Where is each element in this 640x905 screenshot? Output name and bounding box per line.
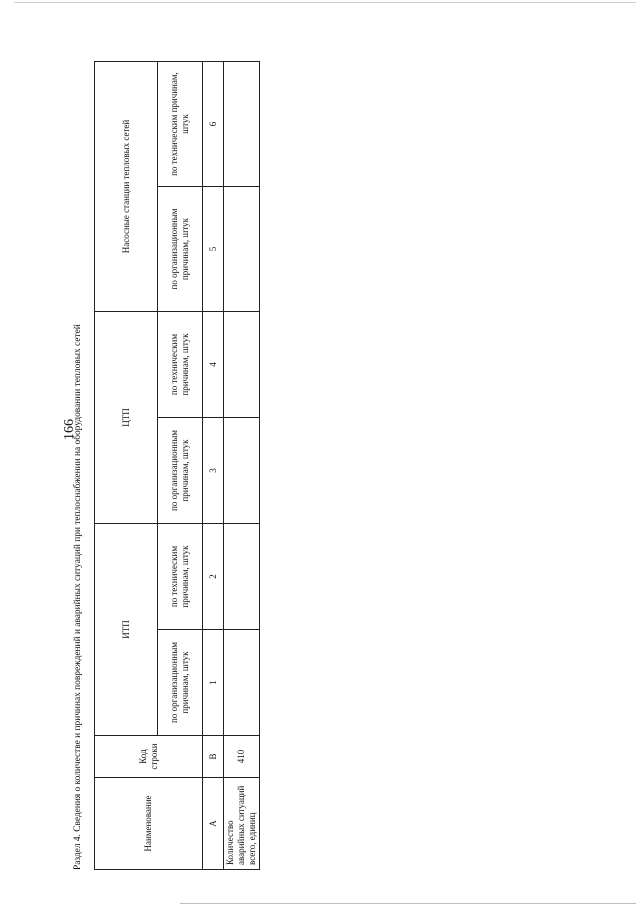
rotated-page: [60, 20, 640, 870]
table-row: [224, 62, 260, 870]
index-cell: А: [203, 778, 224, 870]
value-cell: [224, 630, 260, 736]
header-code: Код строки: [95, 736, 203, 778]
page-number: 166: [62, 419, 77, 440]
value-cell: [224, 62, 260, 187]
index-cell: 2: [203, 524, 224, 630]
index-row: [203, 62, 224, 870]
index-cell: 3: [203, 418, 224, 524]
header-group-pumps: Насосные станции тепловых сетей: [95, 62, 158, 312]
subheader-ctp-org: по организационным причинам, штук: [158, 418, 203, 524]
subheader-ctp-tech: по техническим причинам, штук: [158, 312, 203, 418]
header-group-itp: ИТП: [95, 524, 158, 736]
header-name: Наименование: [95, 778, 203, 870]
header-row-groups: [95, 62, 158, 870]
scan-bottom-edge: [180, 903, 636, 904]
index-cell: 1: [203, 630, 224, 736]
row-name: Количество аварийных ситуаций всего, единиц: [224, 778, 260, 870]
value-cell: [224, 187, 260, 312]
index-cell: 5: [203, 187, 224, 312]
index-cell: В: [203, 736, 224, 778]
row-code: 410: [224, 736, 260, 778]
subheader-itp-org: по организационным причинам, штук: [158, 630, 203, 736]
value-cell: [224, 418, 260, 524]
subheader-itp-tech: по техническим причинам, штук: [158, 524, 203, 630]
header-group-ctp: ЦТП: [95, 312, 158, 524]
index-cell: 4: [203, 312, 224, 418]
index-cell: 6: [203, 62, 224, 187]
section-title: Раздел 4. Сведения о количестве и причинах повреждений и аварийных ситуаций при теплоснабжении на оборудовании тепловых сетей: [73, 324, 83, 870]
subheader-pumps-org: по организационным причинам, штук: [158, 187, 203, 312]
report-table: [94, 61, 260, 870]
scan-top-edge: [14, 2, 636, 3]
value-cell: [224, 524, 260, 630]
value-cell: [224, 312, 260, 418]
subheader-pumps-tech: по техническим причинам, штук: [158, 62, 203, 187]
